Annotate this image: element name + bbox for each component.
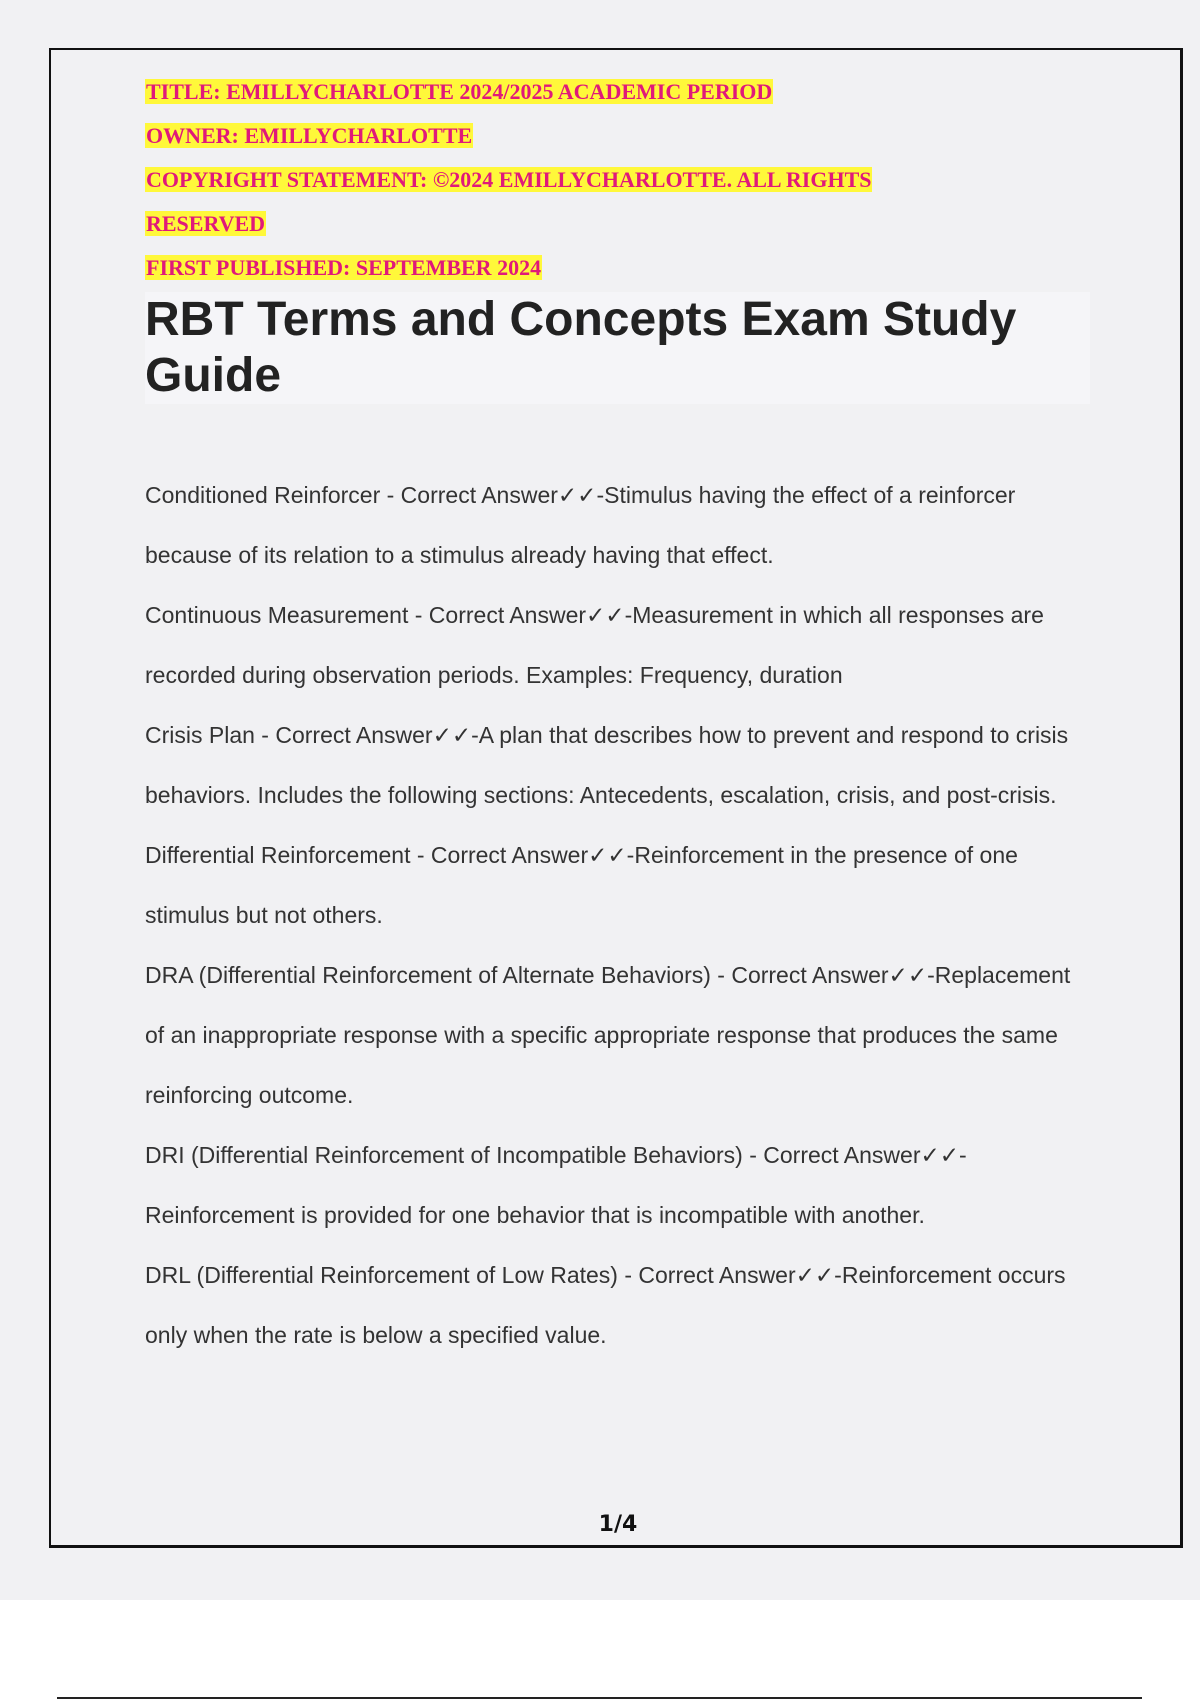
term-text: DRI (Differential Reinforcement of Incompatible Behaviors) - Correct Answer✓✓-Reinforcement is provided for one behavior that is incompatible with another.: [145, 1142, 967, 1228]
meta-copyright: COPYRIGHT STATEMENT: ©2024 EMILLYCHARLOTTE. ALL RIGHTS: [146, 167, 872, 192]
term-item: [145, 945, 1090, 1125]
term-item: [145, 1125, 1090, 1245]
term-text: Continuous Measurement - Correct Answer✓✓-Measurement in which all responses are recorded during observation periods. Examples: Frequency, duration: [145, 602, 1044, 688]
bottom-divider: [57, 1697, 1142, 1699]
term-item: [145, 705, 1090, 825]
meta-owner: OWNER: EMILLYCHARLOTTE: [146, 123, 473, 148]
page-title: RBT Terms and Concepts Exam Study Guide: [145, 293, 1017, 402]
term-item: [145, 825, 1090, 945]
term-text: Differential Reinforcement - Correct Answer✓✓-Reinforcement in the presence of one stimulus but not others.: [145, 842, 1018, 928]
page-number: 1/4: [598, 1512, 638, 1537]
term-text: Crisis Plan - Correct Answer✓✓-A plan that describes how to prevent and respond to crisis behaviors. Includes the following sections: Antecedents, escalation, crisis, and post-crisis.: [145, 722, 1069, 808]
term-text: DRA (Differential Reinforcement of Alternate Behaviors) - Correct Answer✓✓-Replacement of an inappropriate response with a specific appropriate response that produces the same reinforcing outcome.: [145, 962, 1071, 1108]
term-item: [145, 585, 1090, 705]
meta-first-published: FIRST PUBLISHED: SEPTEMBER 2024: [146, 255, 542, 280]
term-item: [145, 1245, 1090, 1365]
term-text: Conditioned Reinforcer - Correct Answer✓✓-Stimulus having the effect of a reinforcer because of its relation to a stimulus already having that effect.: [145, 482, 1016, 568]
meta-copyright-cont: RESERVED: [146, 211, 266, 236]
document-metadata: [145, 70, 1105, 290]
meta-title: TITLE: EMILLYCHARLOTTE 2024/2025 ACADEMIC PERIOD: [146, 79, 773, 104]
terms-list: [145, 465, 1090, 1365]
title-box: [145, 292, 1090, 404]
term-text: DRL (Differential Reinforcement of Low Rates) - Correct Answer✓✓-Reinforcement occurs only when the rate is below a specified value.: [145, 1262, 1066, 1348]
term-item: [145, 465, 1090, 585]
